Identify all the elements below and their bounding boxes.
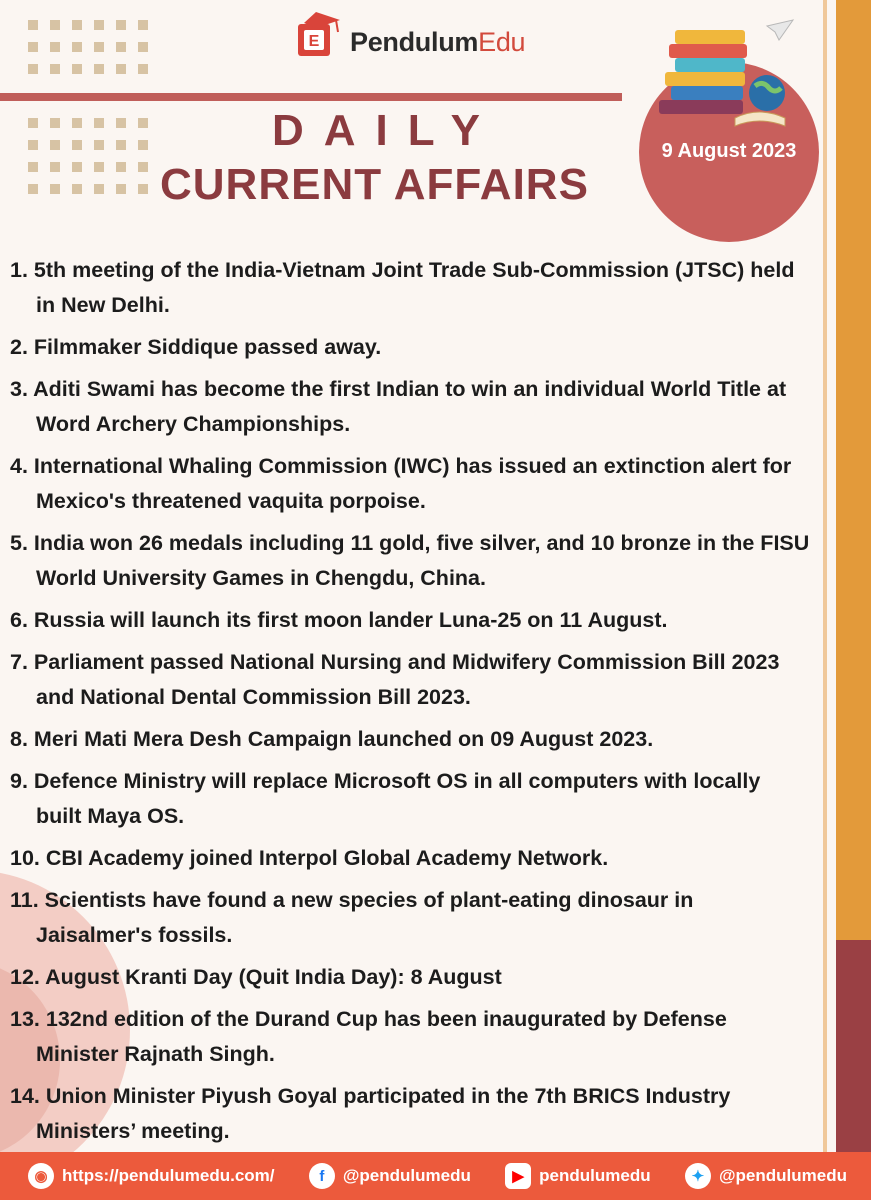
header-bar xyxy=(0,93,622,101)
news-item: 13. 132nd edition of the Durand Cup has been inaugurated by Defense Minister Rajnath Singh. xyxy=(10,1007,727,1066)
decor-dot-grid xyxy=(28,118,148,194)
news-item: 6. Russia will launch its first moon lander Luna-25 on 11 August. xyxy=(10,608,668,632)
news-item: 12. August Kranti Day (Quit India Day): 8 August xyxy=(10,965,502,989)
news-item: 2. Filmmaker Siddique passed away. xyxy=(10,335,382,359)
twitter-link[interactable]: ✦ @pendulumedu xyxy=(685,1163,847,1189)
globe-icon: ◉ xyxy=(28,1163,54,1189)
youtube-link[interactable]: ▶ pendulumedu xyxy=(505,1163,650,1189)
news-item: 7. Parliament passed National Nursing and Midwifery Commission Bill 2023 and National Dental Commission Bill 2023. xyxy=(10,650,780,709)
news-item: 4. International Whaling Commission (IWC) has issued an extinction alert for Mexico's threatened vaquita porpoise. xyxy=(10,454,792,513)
youtube-icon: ▶ xyxy=(505,1163,531,1189)
news-item: 11. Scientists have found a new species of plant-eating dinosaur in Jaisalmer's fossils. xyxy=(10,888,694,947)
decor-stripe-line xyxy=(823,0,827,1160)
brand-name: PendulumEdu xyxy=(350,27,526,57)
books-globe-icon xyxy=(655,18,803,133)
news-item: 5. India won 26 medals including 11 gold, five silver, and 10 bronze in the FISU World University Games in Chengdu, China. xyxy=(10,531,810,590)
news-item: 9. Defence Ministry will replace Microsoft OS in all computers with locally built Maya OS. xyxy=(10,769,761,828)
page-subtitle: CURRENT AFFAIRS xyxy=(160,160,589,209)
footer-bar xyxy=(0,1152,871,1200)
svg-text:E: E xyxy=(308,33,320,50)
facebook-link[interactable]: f @pendulumedu xyxy=(309,1163,471,1189)
brand-logo xyxy=(296,6,525,60)
facebook-icon: f xyxy=(309,1163,335,1189)
news-list xyxy=(10,253,810,1156)
decor-dot-grid xyxy=(28,20,148,74)
news-item: 3. Aditi Swami has become the first Indian to win an individual World Title at Word Archery Championships. xyxy=(10,377,787,436)
news-item: 1. 5th meeting of the India-Vietnam Joint Trade Sub-Commission (JTSC) held in New Delhi. xyxy=(10,258,795,317)
news-item: 14. Union Minister Piyush Goyal participated in the 7th BRICS Industry Ministers’ meeting. xyxy=(10,1084,731,1143)
date-label: 9 August 2023 xyxy=(661,140,797,162)
decor-stripe-maroon xyxy=(836,940,871,1160)
twitter-icon: ✦ xyxy=(685,1163,711,1189)
page-title: DAILY xyxy=(272,106,500,155)
graduation-cap-logo-icon xyxy=(296,6,342,60)
news-item: 10. CBI Academy joined Interpol Global Academy Network. xyxy=(10,846,609,870)
website-link[interactable]: ◉ https://pendulumedu.com/ xyxy=(28,1163,275,1189)
news-item: 8. Meri Mati Mera Desh Campaign launched on 09 August 2023. xyxy=(10,727,654,751)
